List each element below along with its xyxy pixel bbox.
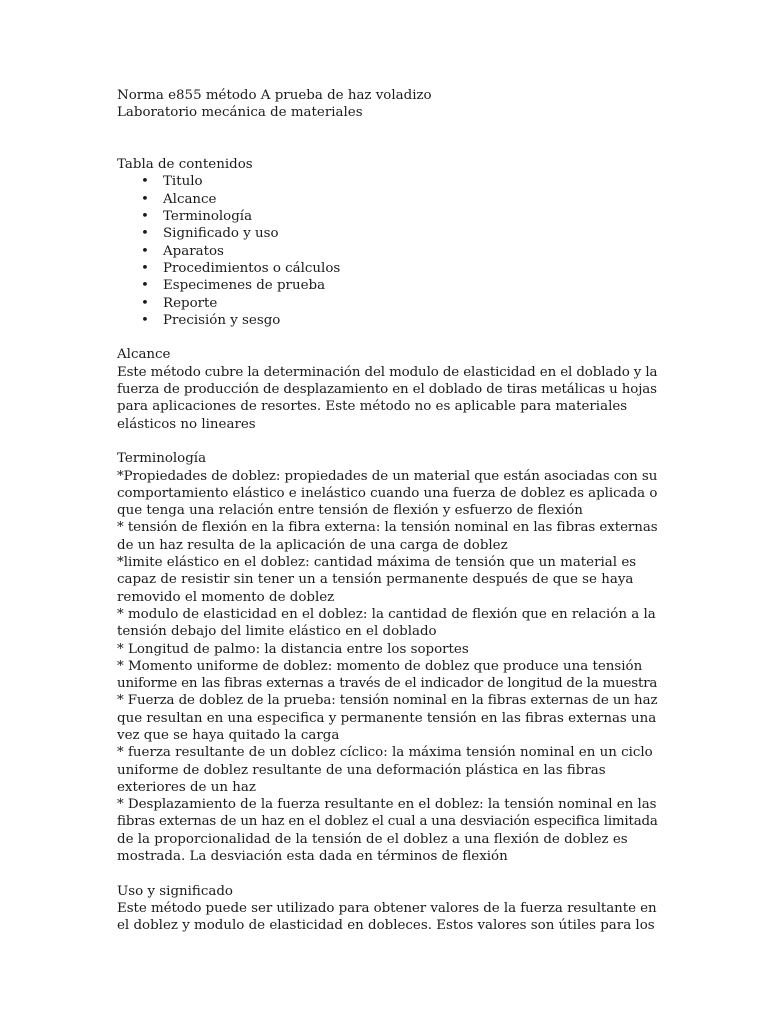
- section-heading: Alcance: [117, 347, 171, 363]
- paragraph-line: uniforme en las fibras externas a través de el indicador de longitud de la muestra: [117, 676, 658, 692]
- bullet-icon: •: [141, 226, 149, 242]
- toc-item-label: Significado y uso: [163, 226, 279, 242]
- paragraph-line: de un haz resulta de la aplicación de una carga de doblez: [117, 537, 508, 553]
- bullet-icon: •: [141, 312, 149, 328]
- paragraph-line: *Propiedades de doblez: propiedades de un material que están asociadas con su: [117, 468, 658, 484]
- toc-item-label: Procedimientos o cálculos: [163, 260, 341, 276]
- toc-item: [117, 312, 657, 329]
- paragraph-line: comportamiento elástico e inelástico cuando una fuerza de doblez es aplicada o: [117, 485, 658, 501]
- toc-item: [117, 173, 657, 190]
- paragraph-line: removido el momento de doblez: [117, 589, 335, 605]
- toc-item-label: Reporte: [163, 295, 218, 311]
- paragraph-line: uniforme de doblez resultante de una deformación plástica en las fibras: [117, 762, 606, 778]
- spacer: [117, 122, 657, 157]
- paragraph-line: vez que se haya quitado la carga: [117, 727, 340, 743]
- spacer: [117, 865, 657, 882]
- toc-item-label: Aparatos: [163, 243, 224, 259]
- paragraph-line: * Fuerza de doblez de la prueba: tensión nominal en la fibras externas de un haz: [117, 693, 658, 709]
- toc-list: [117, 173, 657, 329]
- toc-item: [117, 225, 657, 242]
- bullet-icon: •: [141, 295, 149, 311]
- toc-item: [117, 295, 657, 312]
- paragraph-line: de la proporcionalidad de la tensión de el doblez a una flexión de doblez es: [117, 831, 628, 847]
- toc-item: [117, 243, 657, 260]
- document-page: [117, 87, 657, 935]
- paragraph-line: que tenga una relación entre tensión de flexión y esfuerzo de flexión: [117, 503, 583, 519]
- bullet-icon: •: [141, 174, 149, 190]
- paragraph-line: * Desplazamiento de la fuerza resultante en el doblez: la tensión nominal en las: [117, 797, 657, 813]
- paragraph-line: exteriores de un haz: [117, 779, 256, 795]
- paragraph-line: * Momento uniforme de doblez: momento de doblez que produce una tensión: [117, 658, 643, 674]
- spacer: [117, 329, 657, 346]
- toc-item-label: Especimenes de prueba: [163, 278, 326, 294]
- toc-heading: Tabla de contenidos: [117, 157, 253, 173]
- spacer: [117, 433, 657, 450]
- toc-item-label: Alcance: [163, 191, 217, 207]
- paragraph-line: capaz de resistir sin tener un a tensión permanente después de que se haya: [117, 572, 634, 588]
- toc-item: [117, 277, 657, 294]
- paragraph-line: * fuerza resultante de un doblez cíclico: la máxima tensión nominal en un ciclo: [117, 745, 653, 761]
- paragraph-line: elásticos no lineares: [117, 416, 256, 432]
- bullet-icon: •: [141, 209, 149, 225]
- paragraph-line: para aplicaciones de resortes. Este método no es aplicable para materiales: [117, 399, 628, 415]
- paragraph-line: que resultan en una especifica y permanente tensión en las fibras externas una: [117, 710, 657, 726]
- section-uso: [117, 883, 657, 935]
- bullet-icon: •: [141, 278, 149, 294]
- paragraph-line: fibras externas de un haz en el doblez el cual a una desviación especifica limitada: [117, 814, 658, 830]
- paragraph-line: mostrada. La desviación esta dada en términos de flexión: [117, 849, 508, 865]
- paragraph-line: el doblez y modulo de elasticidad en dobleces. Estos valores son útiles para los: [117, 918, 655, 934]
- paragraph-line: Este método puede ser utilizado para obtener valores de la fuerza resultante en: [117, 900, 657, 916]
- paragraph-line: * Longitud de palmo: la distancia entre los soportes: [117, 641, 469, 657]
- bullet-icon: •: [141, 260, 149, 276]
- toc-item-label: Titulo: [163, 174, 203, 190]
- paragraph-line: Este método cubre la determinación del modulo de elasticidad en el doblado y la: [117, 364, 658, 380]
- paragraph-line: fuerza de producción de desplazamiento en el doblado de tiras metálicas u hojas: [117, 382, 657, 398]
- paragraph-line: * tensión de flexión en la fibra externa: la tensión nominal en las fibras externas: [117, 520, 658, 536]
- section-heading: Uso y significado: [117, 883, 233, 899]
- paragraph-line: tensión debajo del limite elástico en el doblado: [117, 624, 437, 640]
- toc-item-label: Precisión y sesgo: [163, 312, 281, 328]
- toc-item: [117, 260, 657, 277]
- document-subtitle: Laboratorio mecánica de materiales: [117, 105, 363, 121]
- toc-item-label: Terminología: [163, 209, 253, 225]
- bullet-icon: •: [141, 243, 149, 259]
- section-alcance: [117, 346, 657, 432]
- paragraph-line: *limite elástico en el doblez: cantidad máxima de tensión que un material es: [117, 555, 637, 571]
- paragraph-line: * modulo de elasticidad en el doblez: la cantidad de flexión que en relación a la: [117, 606, 656, 622]
- bullet-icon: •: [141, 191, 149, 207]
- section-terminologia: [117, 450, 657, 865]
- section-heading: Terminología: [117, 451, 207, 467]
- toc-item: [117, 191, 657, 208]
- toc-item: [117, 208, 657, 225]
- document-title: Norma e855 método A prueba de haz voladizo: [117, 88, 432, 103]
